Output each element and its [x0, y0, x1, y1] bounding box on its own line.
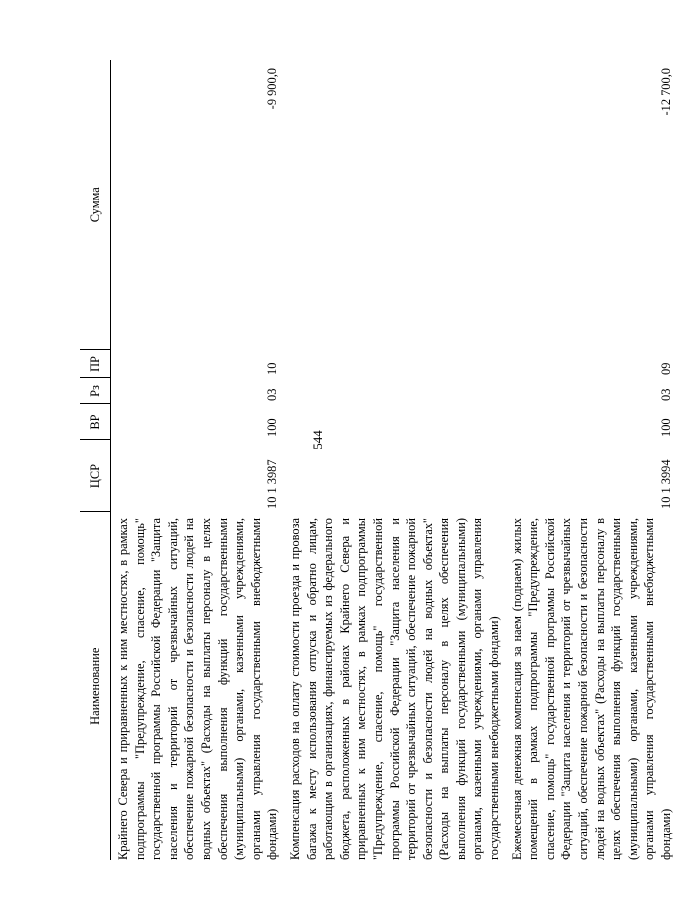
row-name: Ежемесячная денежная компенсация за наем (поднаем) жилых помещений в рамках подпрограммы "Предупреждение, спасение, помощь" государственной программы Российской Федерации "Защита населения и территорий от чрезвычайных ситуаций, обеспечение пожарной безопасности и безопасности людей на водных объектах" (Расходы на выплаты персоналу в целях обеспечения выполнения функций государственными (муниципальными) органами, казенными учреждениями, органами управления государственными внебюджетными фондами): [509, 518, 673, 860]
table-row: [283, 60, 505, 860]
row-vr: 100: [265, 418, 280, 437]
row-rz: [283, 378, 505, 404]
row-vr: 100: [659, 418, 673, 437]
row-pr: 09: [659, 362, 673, 375]
row-vr: [283, 404, 505, 440]
header-pr: ПР: [80, 350, 111, 378]
row-csr: 10 1 3987: [265, 459, 280, 509]
row-sum: -12 700,0: [659, 68, 673, 116]
row-sum: [283, 60, 505, 350]
row-pr: [283, 350, 505, 378]
row-csr: [283, 440, 505, 512]
page-number: 544: [310, 430, 325, 450]
budget-table: [80, 60, 677, 860]
row-rz: 03: [659, 388, 673, 401]
header-rz: Рз: [80, 378, 111, 404]
header-name: Наименование: [80, 512, 111, 860]
rotated-page-content: [80, 60, 673, 860]
table-row: [111, 60, 283, 860]
row-rz: 03: [265, 388, 280, 401]
row-sum: -9 900,0: [265, 68, 280, 110]
row-csr: 10 1 3994: [659, 459, 673, 509]
row-pr: 10: [265, 362, 280, 375]
header-sum: Сумма: [80, 60, 111, 350]
table-row: [505, 60, 677, 860]
header-vr: ВР: [80, 404, 111, 440]
row-name: Компенсация расходов на оплату стоимости проезда и провоза багажа к месту использования отпуска и обратно лицам, работающим в организациях, финансируемых из федерального бюджета, расположенных в районах Крайнего Севера и приравненных к ним местностях, в рамках подпрограммы "Предупреждение, спасение, помощь" государственной программы Российской Федерации "Защита населения и территорий от чрезвычайных ситуаций, обеспечение пожарной безопасности и безопасности людей на водных объектах" (Расходы на выплаты персоналу в целях обеспечения выполнения функций государственными (муниципальными) органами, казенными учреждениями, органами управления государственными внебюджетными фондами): [287, 518, 502, 860]
table-header-row: [80, 60, 111, 860]
row-name: Крайнего Севера и приравненных к ним местностях, в рамках подпрограммы "Предупреждение, спасение, помощь" государственной программы Российской Федерации "Защита населения и территорий от чрезвычайных ситуаций, обеспечение пожарной безопасности и безопасности людей на водных объектах" (Расходы на выплаты персоналу в целях обеспечения выполнения функций государственными (муниципальными) органами, казенными учреждениями, органами управления государственными внебюджетными фондами): [116, 518, 280, 860]
header-csr: ЦСР: [80, 440, 111, 512]
